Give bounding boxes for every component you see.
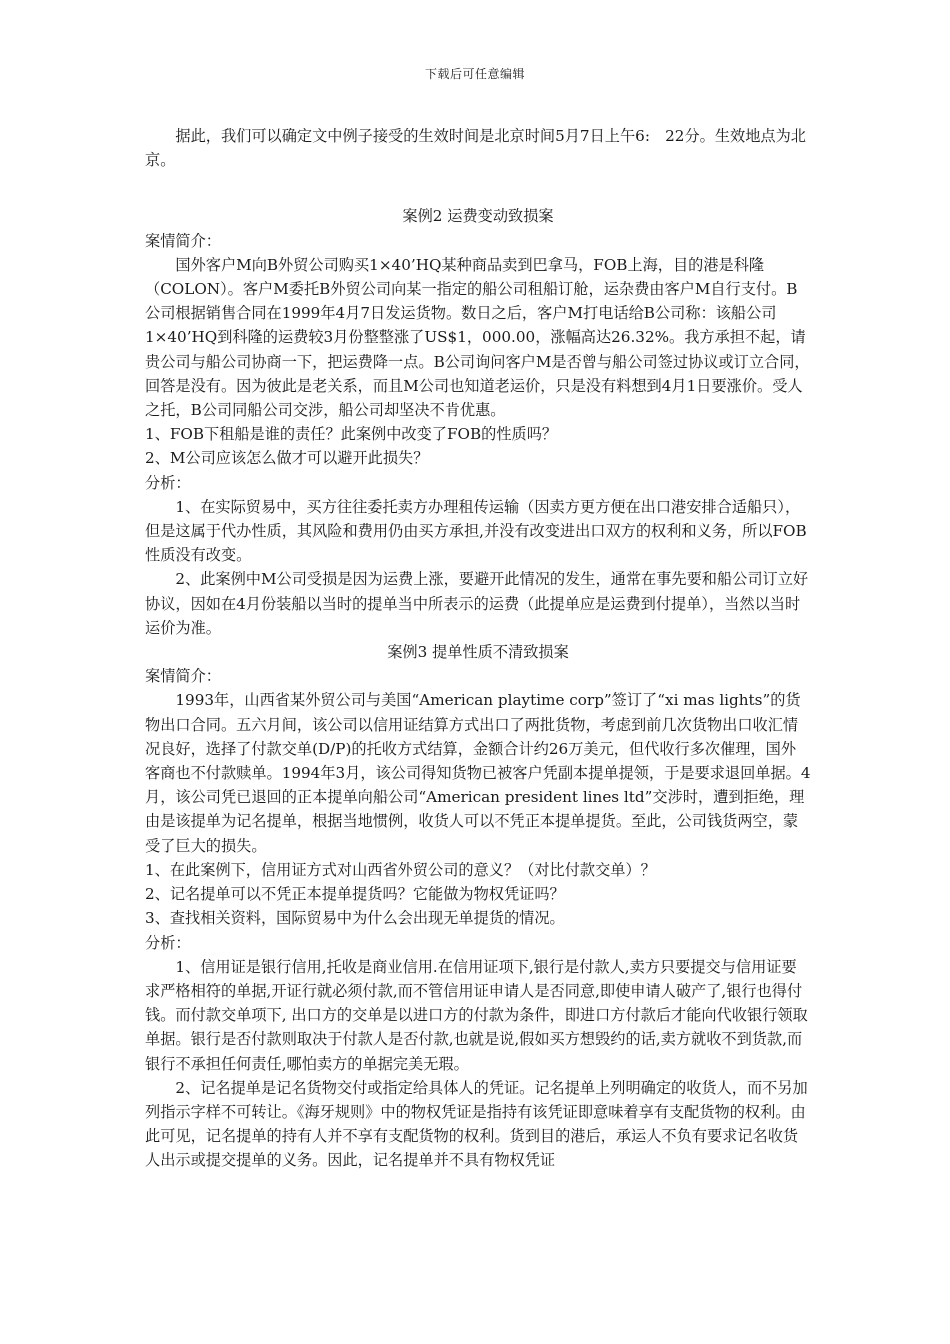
- case2-analysis-1: 1、在实际贸易中，买方往往委托卖方办理租传运输（因卖方更方便在出口港安排合适船只），但是这属于代办性质，其风险和费用仍由买方承担,并没有改变进出口双方的权利和义务，所以FOB性质没有改变。: [145, 497, 807, 565]
- document-body: [145, 124, 811, 1173]
- case3-question-3: 3、查找相关资料，国际贸易中为什么会出现无单提货的情况。: [145, 909, 565, 928]
- case3-title: 案例3 提单性质不清致损案: [387, 643, 569, 662]
- case3-analysis-2: 2、记名提单是记名货物交付或指定给具体人的凭证。记名提单上列明确定的收货人，而不另加列指示字样不可转让。《海牙规则》中的物权凭证是指持有该凭证即意味着享有支配货物的权利。由此可见，记名提单的持有人并不享有支配货物的权利。货到目的港后，承运人不负有要求记名收货人出示或提交提单的义务。因此，记名提单并不具有物权凭证: [145, 1078, 808, 1170]
- case2-summary-label: 案情简介：: [145, 231, 221, 250]
- case2-analysis-label: 分析：: [145, 473, 191, 492]
- case2-question-1: 1、FOB下租船是谁的责任？此案例中改变了FOB的性质吗？: [145, 425, 558, 444]
- case3-question-2: 2、记名提单可以不凭正本提单提货吗？它能做为物权凭证吗？: [145, 885, 565, 904]
- case2-question-2: 2、M公司应该怎么做才可以避开此损失？: [145, 449, 429, 468]
- page-header: 下载后可任意编辑: [424, 67, 525, 81]
- case3-question-1: 1、在此案例下，信用证方式对山西省外贸公司的意义？（对比付款交单）？: [145, 860, 656, 879]
- case3-summary-label: 案情简介：: [145, 667, 221, 686]
- case2-analysis-2: 2、此案例中M公司受损是因为运费上涨，要避开此情况的发生，通常在事先要和船公司订立好协议，因如在4月份装船以当时的提单当中所表示的运费（此提单应是运费到付提单），当然以当时运价为准。: [145, 570, 809, 637]
- case2-title: 案例2 运费变动致损案: [402, 207, 554, 226]
- case3-analysis-label: 分析：: [145, 933, 191, 952]
- intro-paragraph: 据此，我们可以确定文中例子接受的生效时间是北京时间5月7日上午6: 22分。生效地点为北京。: [145, 127, 806, 170]
- case2-summary-paragraph: 国外客户M向B外贸公司购买1×40’HQ某种商品卖到巴拿马，FOB上海，目的港是科隆（COLON）。客户M委托B外贸公司向某一指定的船公司租船订舱，运杂费由客户M自行支付。B公司根据销售合同在1999年4月7日发运货物。数日之后，客户M打电话给B公司称：该船公司1×40’HQ到科隆的运费较3月份整整涨了US$1，000.00，涨幅高达26.32%。我方承担不起，请贵公司与船公司协商一下，把运费降一点。B公司询问客户M是否曾与船公司签过协议或订立合同，回答是没有。因为彼此是老关系，而且M公司也知道老运价，只是没有料想到4月1日要涨价。受人之托，B公司同船公司交涉，船公司却坚决不肯优惠。: [145, 255, 810, 420]
- case3-analysis-1: 1、信用证是银行信用,托收是商业信用.在信用证项下,银行是付款人,卖方只要提交与信用证要求严格相符的单据,开证行就必须付款,而不管信用证申请人是否同意,即使申请人破产了,银行也得付钱。而付款交单项下, 出口方的交单是以进口方的付款为条件，即进口方付款后才能向代收银行领取单据。银行是否付款则取决于付款人是否付款,也就是说,假如买方想毁约的话,卖方就收不到货款,而银行不承担任何责任,哪怕卖方的单据完美无瑕。: [145, 957, 808, 1073]
- case3-summary-paragraph: 1993年，山西省某外贸公司与美国“American playtime corp”签订了“xi mas lights”的货物出口合同。五六月间，该公司以信用证结算方式出口了两批货物，考虑到前几次货物出口收汇情况良好，选择了付款交单(D/P)的托收方式结算，金额合计约26万美元，但代收行多次催理，国外客商也不付款赎单。1994年3月，该公司得知货物已被客户凭副本提单提领，于是要求退回单据。4月，该公司凭已退回的正本提单向船公司“American president lines ltd”交涉时，遭到拒绝，理由是该提单为记名提单，根据当地惯例，收货人可以不凭正本提单提货。至此，公司钱货两空，蒙受了巨大的损失。: [145, 691, 811, 855]
